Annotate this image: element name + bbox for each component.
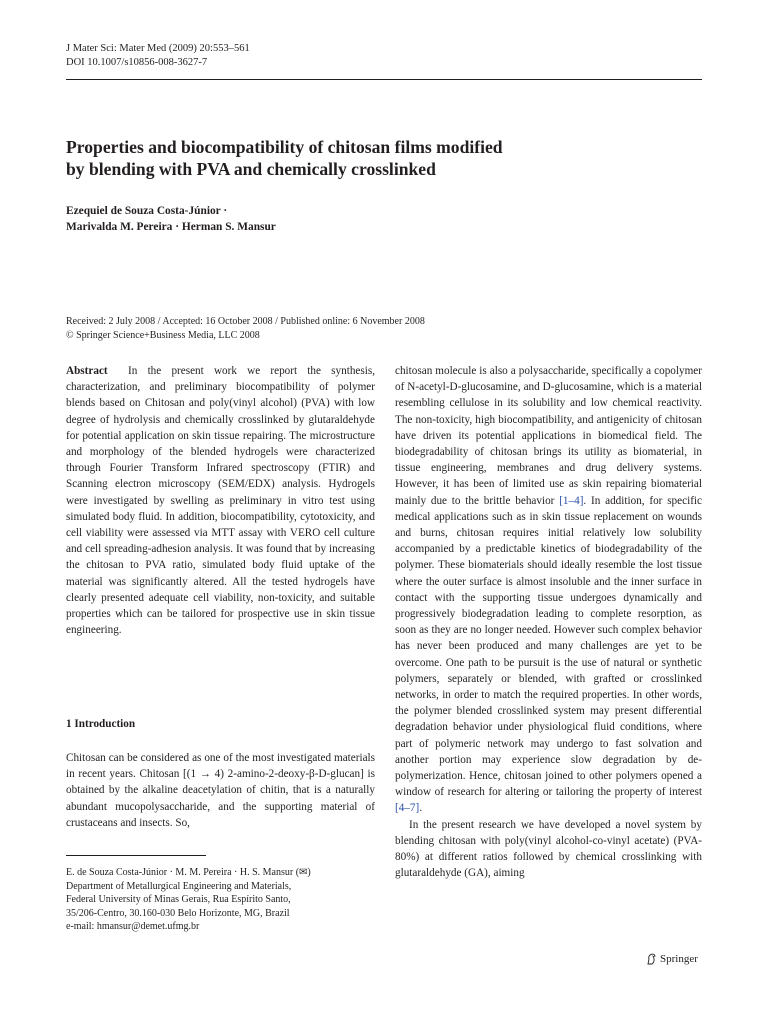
doi[interactable]: DOI 10.1007/s10856-008-3627-7: [66, 57, 208, 68]
footnote-authors: E. de Souza Costa-Júnior · M. M. Pereira · H. S. Mansur (✉): [66, 867, 311, 878]
abstract-text: In the present work we report the synthesis, characterization, and preliminary biocompatibility of polymer blends based on Chitosan and poly(vinyl alcohol) (PVA) with low degree of hydrolysis and chemically crosslinked by glutaraldehyde for potential application on skin tissue repairing. The microstructure and morphology of the blended hydrogels were characterized through Fourier Transform Infrared spectroscopy (FTIR) and Scanning electron microscopy (SEM/EDX) analysis. Hydrogels were investigated by swelling as preliminary in vitro test using simulated body fluid. In addition, biocompatibility, cytotoxicity, and cell viability were assessed via MTT assay with VERO cell culture and cell spreading-adhesion analysis. It was found that by increasing the chitosan to PVA ratio, simulated body fluid uptake of the material was significantly altered. All the tested hydrogels have clearly presented adequate cell viability, non-toxicity, and suitable properties which can be tailored for prospective use in skin tissue engineering.: [66, 365, 375, 637]
journal-citation: J Mater Sci: Mater Med (2009) 20:553–561: [66, 43, 250, 54]
intro-text-part-c: .: [419, 802, 423, 815]
publisher-name: Springer: [660, 953, 698, 965]
copyright-line: © Springer Science+Business Media, LLC 2008: [66, 330, 260, 341]
footnote-university: Federal University of Minas Gerais, Rua Espírito Santo,: [66, 894, 291, 906]
abstract-label: Abstract: [66, 365, 108, 377]
intro-paragraph-continued: [395, 363, 702, 817]
footnote-email[interactable]: e-mail: hmansur@demet.ufmg.br: [66, 921, 200, 933]
authors-line-1: Ezequiel de Souza Costa-Júnior ·: [66, 205, 228, 217]
publisher-logo: [646, 952, 698, 966]
citation-link-1-4[interactable]: [1–4]: [559, 494, 584, 507]
intro-text-part-b: . In addition, for specific medical applications such as in skin tissue replacement on wounds and burns, chitosan requires initial relatively low solubility accompanied by a predictable kinetics of biodegradability of the polymer. These biomaterials should ideally resemble the lost tissue where the outer surface is almost insoluble and the inner surface in contact with the supporting tissue undergoes dynamically and progressively biodegradation leading to complete resorption, as soon as they are no longer needed. However such complex behavior has never been produced and many challenges are yet to be overcome. One path to be pursuit is the use of natural or synthetic polymers, separately or blended, with grafted or crosslinked networks, in order to match the required properties. In other words, the polymer blended crosslinked system may present differential degradation behavior under physiological fluid conditions, where part of polymeric network may undergo to fast solvation and another portion may experience slow degradation by de-polymerization. Hence, chitosan joined to other polymers opened a window of research for altering or tailoring the property of interest: [395, 494, 702, 799]
springer-horse-icon: [646, 953, 657, 965]
intro-paragraph-2: In the present research we have developed a novel system by blending chitosan with poly(vinyl alcohol-co-vinyl acetate) (PVA-80%) at different ratios followed by chemical crosslinking with glutaraldehyde (GA), aiming: [395, 818, 702, 880]
title-line-1: Properties and biocompatibility of chitosan films modified: [66, 137, 503, 157]
authors-line-2: Marivalda M. Pereira · Herman S. Mansur: [66, 221, 276, 233]
section-heading-introduction: 1 Introduction: [66, 718, 136, 730]
citation-link-4-7[interactable]: [4–7]: [395, 802, 420, 815]
header-rule: [66, 79, 702, 80]
author-affiliation-footnote: [66, 866, 375, 934]
right-column: [395, 363, 702, 882]
journal-header: [66, 42, 250, 70]
title-line-2: by blending with PVA and chemically crosslinked: [66, 159, 436, 179]
dates-line: Received: 2 July 2008 / Accepted: 16 October 2008 / Published online: 6 November 2008: [66, 316, 425, 327]
publication-dates: [66, 315, 425, 343]
footnote-department: Department of Metallurgical Engineering and Materials,: [66, 880, 292, 892]
author-list: [66, 203, 276, 235]
intro-paragraph-1: Chitosan can be considered as one of the most investigated materials in recent years. Chitosan [(1 → 4) 2-amino-2-deoxy-β-D-glucan] is obtained by the alkaline deacetylation of chitin, that is a naturally abundant mucopolysaccharide, and the supporting material of crustaceans and insects. So,: [66, 752, 375, 829]
abstract: [66, 363, 375, 638]
article-title: [66, 136, 706, 180]
intro-text-part-a: chitosan molecule is also a polysaccharide, specifically a copolymer of N-acetyl-D-glucosamine, and D-glucosamine, which is a material resembling cellulose in its solubility and low chemical reactivity. The non-toxicity, high biocompatibility, and antigenicity of chitosan have driven its potential applications in biomedical field. The biodegradability of chitosan brings its utility as biomaterial, in tissue engineering, membranes and drug delivery systems. However, it has been of limited use as skin repairing biomaterial mainly due to the brittle behavior: [395, 365, 702, 507]
footnote-rule: [66, 855, 206, 856]
footnote-address: 35/206-Centro, 30.160-030 Belo Horizonte, MG, Brazil: [66, 907, 290, 919]
left-column: [66, 363, 375, 638]
